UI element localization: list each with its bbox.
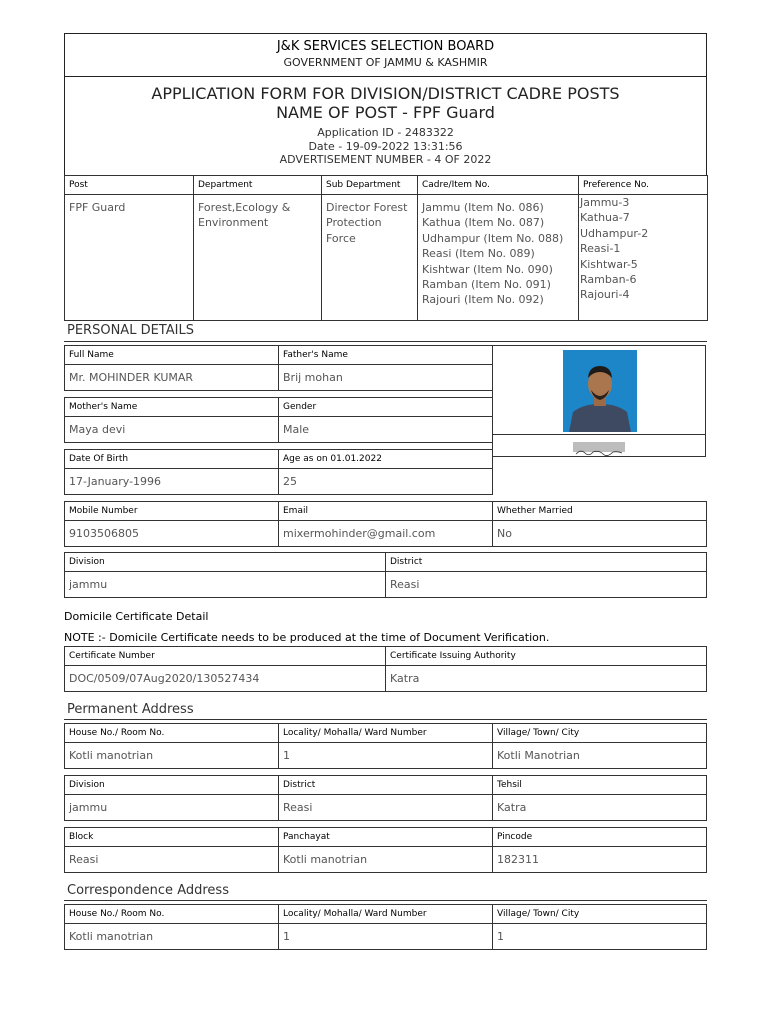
married-label: Whether Married bbox=[493, 502, 707, 521]
issuing-authority-label: Certificate Issuing Authority bbox=[386, 647, 707, 666]
father-name-value: Brij mohan bbox=[279, 365, 493, 391]
village-value: 1 bbox=[493, 924, 707, 950]
district-label: District bbox=[279, 776, 493, 795]
contact-table bbox=[64, 501, 707, 547]
cadre-item: Rajouri (Item No. 092) bbox=[422, 293, 544, 307]
preference-list bbox=[579, 195, 708, 321]
form-title bbox=[65, 84, 706, 122]
permanent-address-row1 bbox=[64, 723, 707, 769]
domicile-note: NOTE :- Domicile Certificate needs to be produced at the time of Document Verification. bbox=[64, 631, 550, 644]
applicant-signature bbox=[573, 442, 625, 452]
dob-value: 17-January-1996 bbox=[65, 469, 279, 495]
gender-label: Gender bbox=[279, 398, 493, 417]
cadre-item: Jammu (Item No. 086) bbox=[422, 201, 544, 214]
correspondence-address-heading: Correspondence Address bbox=[67, 883, 229, 898]
application-id: Application ID - 2483322 bbox=[317, 126, 454, 139]
advertisement-number: ADVERTISEMENT NUMBER - 4 OF 2022 bbox=[279, 153, 492, 166]
form-header bbox=[64, 33, 707, 176]
division-label: Division bbox=[65, 776, 279, 795]
village-label: Village/ Town/ City bbox=[493, 724, 707, 743]
locality-value: 1 bbox=[279, 924, 493, 950]
gender-value: Male bbox=[279, 417, 493, 443]
house-label: House No./ Room No. bbox=[65, 905, 279, 924]
tehsil-value: Katra bbox=[493, 795, 707, 821]
division-label: Division bbox=[65, 553, 386, 572]
preference-header: Preference No. bbox=[579, 176, 708, 195]
department-value: Forest,Ecology & Environment bbox=[194, 195, 322, 321]
panchayat-label: Panchayat bbox=[279, 828, 493, 847]
village-label: Village/ Town/ City bbox=[493, 905, 707, 924]
post-name: NAME OF POST - FPF Guard bbox=[276, 103, 495, 122]
name-table bbox=[64, 345, 493, 391]
sub-department-header: Sub Department bbox=[322, 176, 418, 195]
tehsil-label: Tehsil bbox=[493, 776, 707, 795]
applicant-photo bbox=[563, 350, 637, 432]
email-value: mixermohinder@gmail.com bbox=[279, 521, 493, 547]
cadre-list bbox=[418, 195, 579, 321]
house-value: Kotli manotrian bbox=[65, 924, 279, 950]
certificate-number-value: DOC/0509/07Aug2020/130527434 bbox=[65, 666, 386, 692]
mobile-value: 9103506805 bbox=[65, 521, 279, 547]
issuing-authority-value: Katra bbox=[386, 666, 707, 692]
locality-label: Locality/ Mohalla/ Ward Number bbox=[279, 724, 493, 743]
photo-signature-box bbox=[492, 345, 706, 457]
cadre-header: Cadre/Item No. bbox=[418, 176, 579, 195]
certificate-number-label: Certificate Number bbox=[65, 647, 386, 666]
cadre-item: Kishtwar (Item No. 090) bbox=[422, 262, 553, 276]
permanent-address-heading: Permanent Address bbox=[67, 702, 194, 717]
domicile-table bbox=[64, 646, 707, 692]
cadre-item: Reasi (Item No. 089) bbox=[422, 247, 535, 261]
age-label: Age as on 01.01.2022 bbox=[279, 450, 493, 469]
photo-divider bbox=[493, 434, 705, 435]
post-table bbox=[64, 175, 708, 321]
full-name-value: Mr. MOHINDER KUMAR bbox=[65, 365, 279, 391]
district-value: Reasi bbox=[386, 572, 707, 598]
dob-label: Date Of Birth bbox=[65, 450, 279, 469]
preference-item: Rajouri-4 bbox=[580, 288, 630, 302]
header-divider bbox=[65, 76, 706, 77]
father-name-label: Father's Name bbox=[279, 346, 493, 365]
block-label: Block bbox=[65, 828, 279, 847]
mother-name-label: Mother's Name bbox=[65, 398, 279, 417]
division-value: jammu bbox=[65, 795, 279, 821]
personal-details-heading: PERSONAL DETAILS bbox=[67, 323, 194, 338]
preference-item: Reasi-1 bbox=[580, 242, 621, 256]
house-value: Kotli manotrian bbox=[65, 743, 279, 769]
department-header: Department bbox=[194, 176, 322, 195]
correspondence-address-row1 bbox=[64, 904, 707, 950]
permanent-address-row3 bbox=[64, 827, 707, 873]
permanent-address-row2 bbox=[64, 775, 707, 821]
married-value: No bbox=[493, 521, 707, 547]
cadre-item: Ramban (Item No. 091) bbox=[422, 278, 551, 292]
preference-item: Kathua-7 bbox=[580, 211, 630, 225]
post-value: FPF Guard bbox=[65, 195, 194, 321]
form-title-line: APPLICATION FORM FOR DIVISION/DISTRICT CADRE POSTS bbox=[151, 84, 620, 103]
preference-item: Ramban-6 bbox=[580, 273, 637, 287]
board-name: J&K SERVICES SELECTION BOARD bbox=[276, 39, 495, 54]
section-divider bbox=[64, 900, 707, 901]
preference-item: Jammu-3 bbox=[580, 196, 630, 209]
locality-value: 1 bbox=[279, 743, 493, 769]
mother-name-value: Maya devi bbox=[65, 417, 279, 443]
village-value: Kotli Manotrian bbox=[493, 743, 707, 769]
mother-gender-table bbox=[64, 397, 493, 443]
application-date: Date - 19-09-2022 13:31:56 bbox=[308, 139, 463, 153]
locality-label: Locality/ Mohalla/ Ward Number bbox=[279, 905, 493, 924]
division-district-table bbox=[64, 552, 707, 598]
district-value: Reasi bbox=[279, 795, 493, 821]
cadre-item: Kathua (Item No. 087) bbox=[422, 216, 545, 230]
preference-item: Kishtwar-5 bbox=[580, 257, 638, 271]
age-value: 25 bbox=[279, 469, 493, 495]
full-name-label: Full Name bbox=[65, 346, 279, 365]
section-divider bbox=[64, 341, 707, 342]
government-name: GOVERNMENT OF JAMMU & KASHMIR bbox=[283, 56, 488, 69]
pincode-label: Pincode bbox=[493, 828, 707, 847]
post-header: Post bbox=[65, 176, 194, 195]
section-divider bbox=[64, 719, 707, 720]
district-label: District bbox=[386, 553, 707, 572]
block-value: Reasi bbox=[65, 847, 279, 873]
dob-age-table bbox=[64, 449, 493, 495]
sub-department-value: Director Forest Protection Force bbox=[322, 195, 418, 321]
domicile-heading: Domicile Certificate Detail bbox=[64, 610, 209, 623]
pincode-value: 182311 bbox=[493, 847, 707, 873]
panchayat-value: Kotli manotrian bbox=[279, 847, 493, 873]
house-label: House No./ Room No. bbox=[65, 724, 279, 743]
application-meta bbox=[65, 126, 706, 167]
cadre-item: Udhampur (Item No. 088) bbox=[422, 231, 564, 245]
division-value: jammu bbox=[65, 572, 386, 598]
mobile-label: Mobile Number bbox=[65, 502, 279, 521]
email-label: Email bbox=[279, 502, 493, 521]
preference-item: Udhampur-2 bbox=[580, 226, 649, 240]
